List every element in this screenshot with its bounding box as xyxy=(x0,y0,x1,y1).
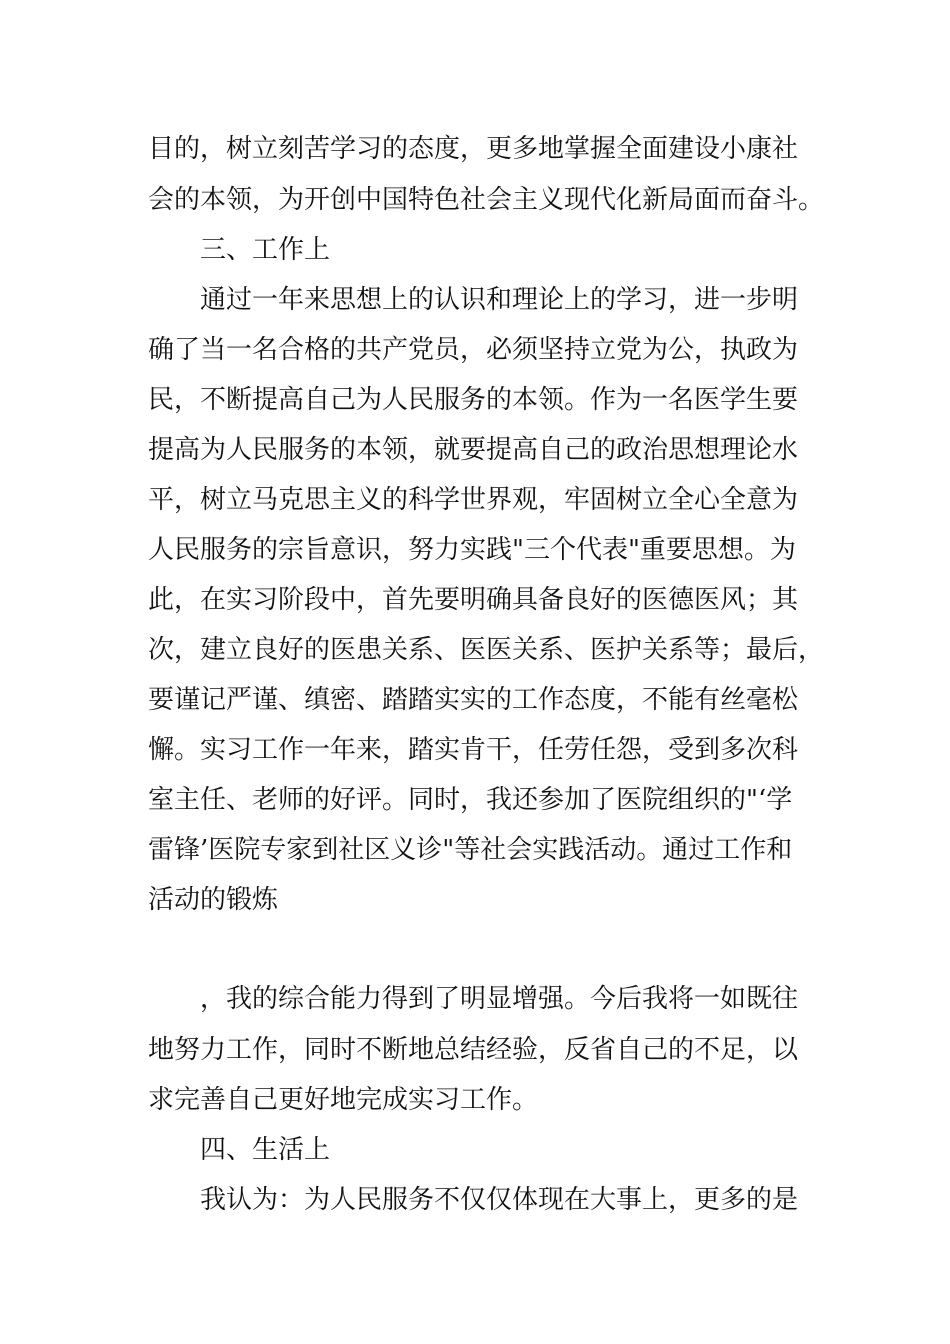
section-heading-life: 四、生活上 xyxy=(200,1135,331,1165)
text-line: 懈。实习工作一年来，踏实肯干，任劳任怨，受到多次科 xyxy=(148,735,799,765)
text-line: 雷锋’医院专家到社区义诊"等社会实践活动。通过工作和 xyxy=(148,835,793,865)
text-line: 活动的锻炼 xyxy=(148,885,279,915)
text-line: 平，树立马克思主义的科学世界观，牢固树立全心全意为 xyxy=(148,485,799,515)
text-line: 地努力工作，同时不断地总结经验，反省自己的不足，以 xyxy=(148,1035,799,1065)
text-line: 确了当一名合格的共产党员，必须坚持立党为公，执政为 xyxy=(148,335,799,365)
text-line: 会的本领，为开创中国特色社会主义现代化新局面而奋斗。 xyxy=(148,185,825,215)
text-line: 目的，树立刻苦学习的态度，更多地掌握全面建设小康社 xyxy=(148,134,799,164)
text-line: 要谨记严谨、缜密、踏踏实实的工作态度，不能有丝毫松 xyxy=(148,685,799,715)
text-line: 提高为人民服务的本领，就要提高自己的政治思想理论水 xyxy=(148,435,799,465)
text-line: 室主任、老师的好评。同时，我还参加了医院组织的"‘学 xyxy=(148,785,793,815)
text-line: 次，建立良好的医患关系、医医关系、医护关系等；最后， xyxy=(148,635,825,665)
text-line: 民，不断提高自己为人民服务的本领。作为一名医学生要 xyxy=(148,385,799,415)
text-line: ，我的综合能力得到了明显增强。今后我将一如既往 xyxy=(200,984,799,1014)
text-line: 我认为：为人民服务不仅仅体现在大事上，更多的是 xyxy=(200,1185,799,1215)
text-line: 通过一年来思想上的认识和理论上的学习，进一步明 xyxy=(200,285,799,315)
text-line: 此，在实习阶段中，首先要明确具备良好的医德医风；其 xyxy=(148,585,799,615)
text-line: 人民服务的宗旨意识，努力实践"三个代表"重要思想。为 xyxy=(148,535,796,565)
section-heading-work: 三、工作上 xyxy=(200,235,331,265)
text-line: 求完善自己更好地完成实习工作。 xyxy=(148,1085,539,1115)
